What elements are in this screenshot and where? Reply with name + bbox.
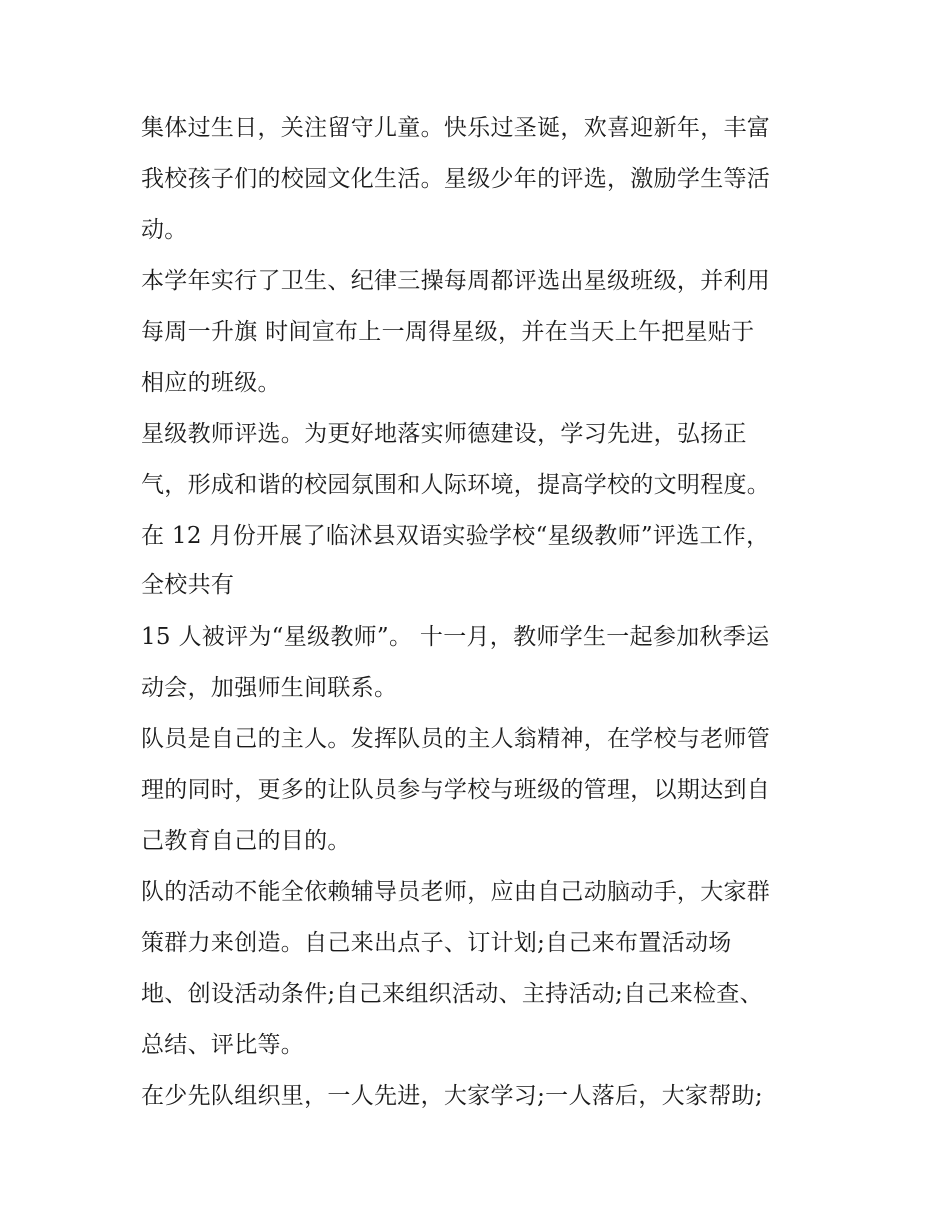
text-line: 星级教师评选。为更好地落实师德建设，学习先进，弘扬正 — [141, 421, 747, 447]
text-line: 我校孩子们的校园文化生活。星级少年的评选，激励学生等活 — [141, 166, 771, 192]
text-line: 在少先队组织里，一人先进，大家学习;一人落后，大家帮助; — [141, 1083, 763, 1109]
text-line: 动。 — [141, 217, 188, 243]
text-line: 理的同时，更多的让队员参与学校与班级的管理，以期达到自 — [141, 777, 771, 803]
text-line: 气，形成和谐的校园氛围和人际环境，提高学校的文明程度。 — [141, 472, 771, 498]
text-line: 全校共有 — [141, 572, 235, 598]
text-line: 动会，加强师生间联系。 — [141, 675, 398, 701]
text-line: 集体过生日，关注留守儿童。快乐过圣诞，欢喜迎新年，丰富 — [141, 115, 771, 141]
text-line: 每周一升旗 时间宣布上一周得星级，并在当天上午把星贴于 — [141, 319, 755, 345]
text-line: 总结、评比等。 — [141, 1032, 305, 1058]
text-line: 在 12 月份开展了临沭县双语实验学校“星级教师”评选工作， — [141, 523, 770, 549]
text-line: 策群力来创造。自己来出点子、订计划;自己来布置活动场 — [141, 930, 732, 956]
text-line: 己教育自己的目的。 — [141, 828, 351, 854]
text-line: 队的活动不能全依赖辅导员老师，应由自己动脑动手，大家群 — [141, 879, 771, 905]
text-line: 队员是自己的主人。发挥队员的主人翁精神，在学校与老师管 — [141, 726, 771, 752]
text-line: 相应的班级。 — [141, 370, 281, 396]
text-line: 本学年实行了卫生、纪律三操每周都评选出星级班级，并利用 — [141, 268, 771, 294]
text-line: 15 人被评为“星级教师”。 十一月，教师学生一起参加秋季运 — [141, 624, 770, 650]
text-line: 地、创设活动条件;自己来组织活动、主持活动;自己来检查、 — [141, 981, 763, 1007]
